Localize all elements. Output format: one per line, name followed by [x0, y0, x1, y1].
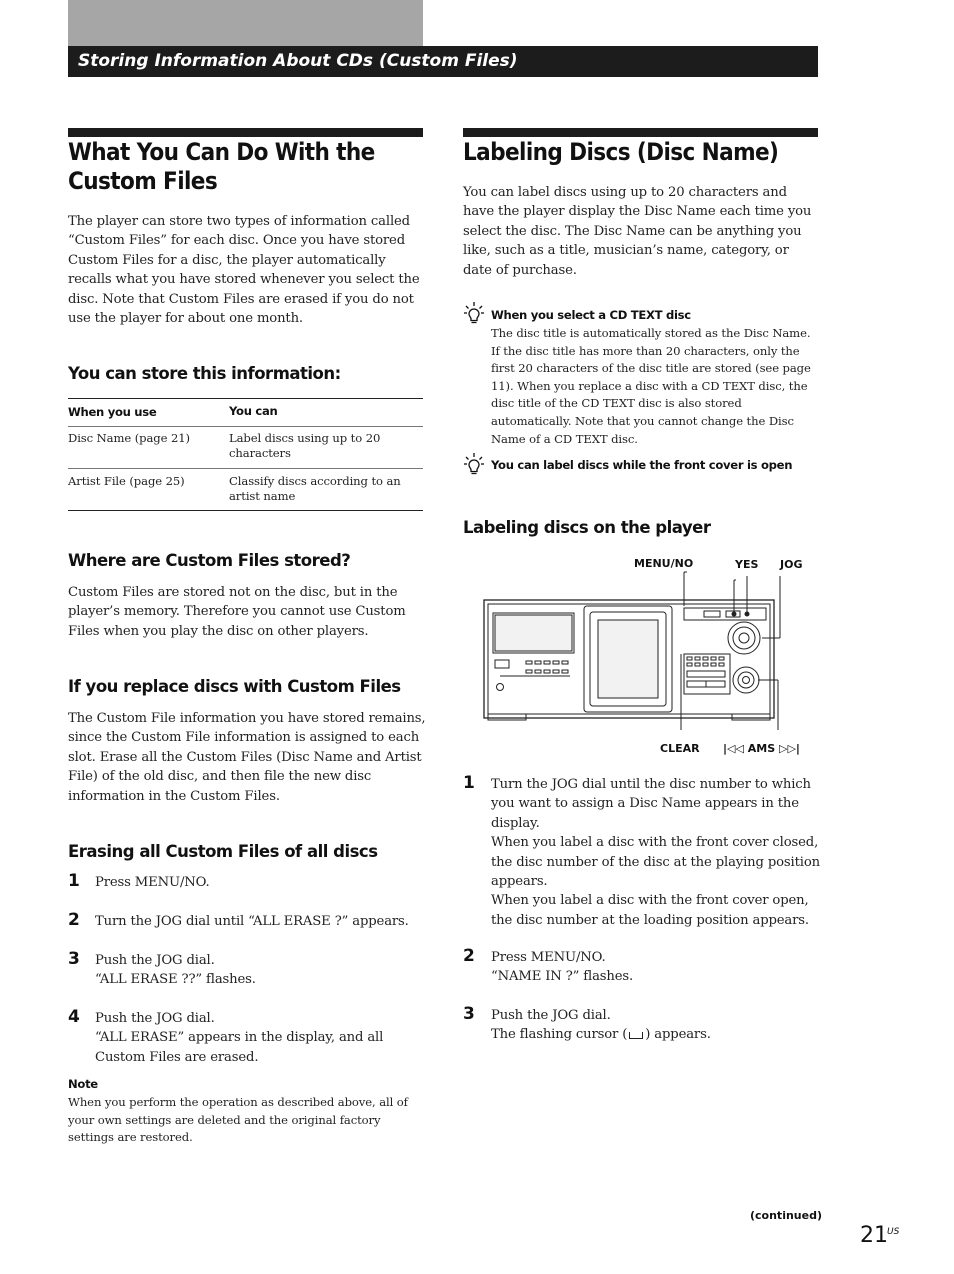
replace-heading: If you replace discs with Custom Files — [68, 677, 401, 696]
left-title-line-1: What You Can Do With the — [68, 138, 375, 166]
cursor-symbol-icon — [629, 1032, 643, 1039]
diagram-label-ams — [723, 742, 800, 755]
label-step-2-number: 2 — [463, 946, 475, 966]
tip-front-cover-title: You can label discs while the front cover is open — [491, 458, 793, 472]
ams-label-text: AMS — [747, 742, 776, 755]
erase-step-2-number: 2 — [68, 910, 80, 930]
table-row — [68, 426, 423, 468]
replace-paragraph: The Custom File information you have stored remains, since the Custom File information is assigned to each slot. Erase all the Custom Files (Disc Name and Artist File) of the old disc, and then file the new disc information in the Custom Files. — [68, 711, 426, 804]
store-heading: You can store this information: — [68, 364, 341, 383]
table-header-when: When you use — [68, 405, 157, 419]
tip-lightbulb-icon — [463, 300, 485, 326]
note-text: When you perform the operation as described above, all of your own settings are deleted and the original factory settings are restored. — [68, 1095, 408, 1145]
table-cell-can: Label discs using up to 20 characters — [229, 431, 381, 460]
erase-step-4-number: 4 — [68, 1007, 80, 1027]
label-step-3-text — [491, 1006, 711, 1045]
note-heading: Note — [68, 1077, 98, 1091]
label-step-3-number: 3 — [463, 1004, 475, 1024]
left-title-rule — [68, 128, 423, 137]
erase-step-3-text — [95, 951, 256, 990]
erase-step-4-text — [95, 1009, 383, 1067]
label-step-1-line: you want to assign a Disc Name appears in the — [491, 796, 799, 812]
player-heading: Labeling discs on the player — [463, 518, 711, 537]
label-step-1-line: display. — [491, 815, 540, 831]
info-table — [68, 398, 423, 511]
label-step-2-line: “NAME IN ?” flashes. — [491, 969, 634, 985]
right-title-rule — [463, 128, 818, 137]
table-cell-use: Disc Name (page 21) — [68, 431, 190, 445]
erase-step-3-line: Push the JOG dial. — [95, 953, 215, 968]
diagram-label-clear: CLEAR — [660, 742, 700, 755]
left-title-line-2: Custom Files — [68, 167, 218, 195]
next-track-icon: ▷▷| — [779, 742, 800, 755]
diagram-label-menu-no: MENU/NO — [634, 557, 694, 570]
label-step-2-line: Press MENU/NO. — [491, 950, 606, 965]
label-step-1-line: the disc number at the loading position appears. — [491, 912, 809, 928]
label-step-1-line: When you label a disc with the front cover closed, — [491, 835, 819, 851]
label-step-3-line — [491, 1025, 711, 1044]
erase-step-2-text: Turn the JOG dial until “ALL ERASE ?” appears. — [95, 914, 409, 929]
tip-cd-text-title: When you select a CD TEXT disc — [491, 308, 691, 322]
label-step-3-line: Push the JOG dial. — [491, 1008, 611, 1023]
erase-step-3-line: “ALL ERASE ??” flashes. — [95, 972, 256, 988]
where-heading: Where are Custom Files stored? — [68, 551, 351, 570]
table-row — [68, 468, 423, 510]
label-step-1-line: When you label a disc with the front cover open, — [491, 893, 809, 909]
table-header-you-can: You can — [229, 404, 278, 418]
erase-step-4-line: “ALL ERASE” appears in the display, and all — [95, 1030, 384, 1046]
left-intro-paragraph: The player can store two types of information called “Custom Files” for each disc. Once you have stored Custom Files for a disc, the player automatically recalls what you have stored whenever you select the disc. Note that Custom Files are erased if you do not use the player for about one month. — [68, 214, 420, 327]
right-page-title: Labeling Discs (Disc Name) — [463, 138, 779, 166]
label-step-1-text — [491, 775, 821, 930]
right-intro-paragraph: You can label discs using up to 20 characters and have the player display the Disc Name each time you select the disc. The Disc Name can be anything you like, such as a title, musician’s name, category, or date of purchase. — [463, 185, 812, 278]
diagram-label-yes: YES — [735, 558, 759, 571]
cd-player-diagram — [480, 570, 810, 730]
erase-heading: Erasing all Custom Files of all discs — [68, 842, 378, 861]
header-grey-tab — [68, 0, 423, 46]
tip-cd-text-body: The disc title is automatically stored as the Disc Name. If the disc title has more than 20 characters, only the first 20 characters of the disc title are stored (see page 11). When you replace a disc with a CD TEXT disc, the disc title of the CD TEXT disc is also stored automatically. Note that you cannot change the Disc Name of a CD TEXT disc. — [491, 326, 811, 446]
section-header-title: Storing Information About CDs (Custom Files) — [78, 51, 518, 71]
label-step-1-line: appears. — [491, 874, 548, 890]
label-step-3-line-start: The flashing cursor ( — [491, 1027, 628, 1043]
label-step-3-line-end: ) appears. — [645, 1027, 711, 1043]
erase-step-4-line: Custom Files are erased. — [95, 1049, 259, 1065]
table-cell-use: Artist File (page 25) — [68, 474, 185, 488]
diagram-label-jog: JOG — [780, 558, 803, 571]
erase-step-1-text: Press MENU/NO. — [95, 875, 210, 890]
table-cell-can: Classify discs according to an artist name — [229, 474, 401, 503]
label-step-1-line: the disc number of the disc at the playing position — [491, 854, 820, 870]
erase-step-3-number: 3 — [68, 949, 80, 969]
table-header-row — [68, 399, 423, 426]
page-region-suffix: US — [887, 1227, 900, 1237]
page-number: 21 — [860, 1223, 888, 1248]
left-page-title — [68, 138, 428, 196]
prev-track-icon: |◁◁ — [723, 742, 744, 755]
erase-step-4-line: Push the JOG dial. — [95, 1011, 215, 1026]
label-step-1-number: 1 — [463, 773, 475, 793]
tip-lightbulb-icon — [463, 451, 485, 477]
where-paragraph: Custom Files are stored not on the disc, but in the player’s memory. Therefore you cannot use Custom Files when you play the disc on other players. — [68, 585, 406, 639]
continued-label: (continued) — [750, 1209, 822, 1222]
erase-step-1-number: 1 — [68, 871, 80, 891]
label-step-2-text — [491, 948, 633, 987]
label-step-1-line: Turn the JOG dial until the disc number to which — [491, 777, 811, 792]
